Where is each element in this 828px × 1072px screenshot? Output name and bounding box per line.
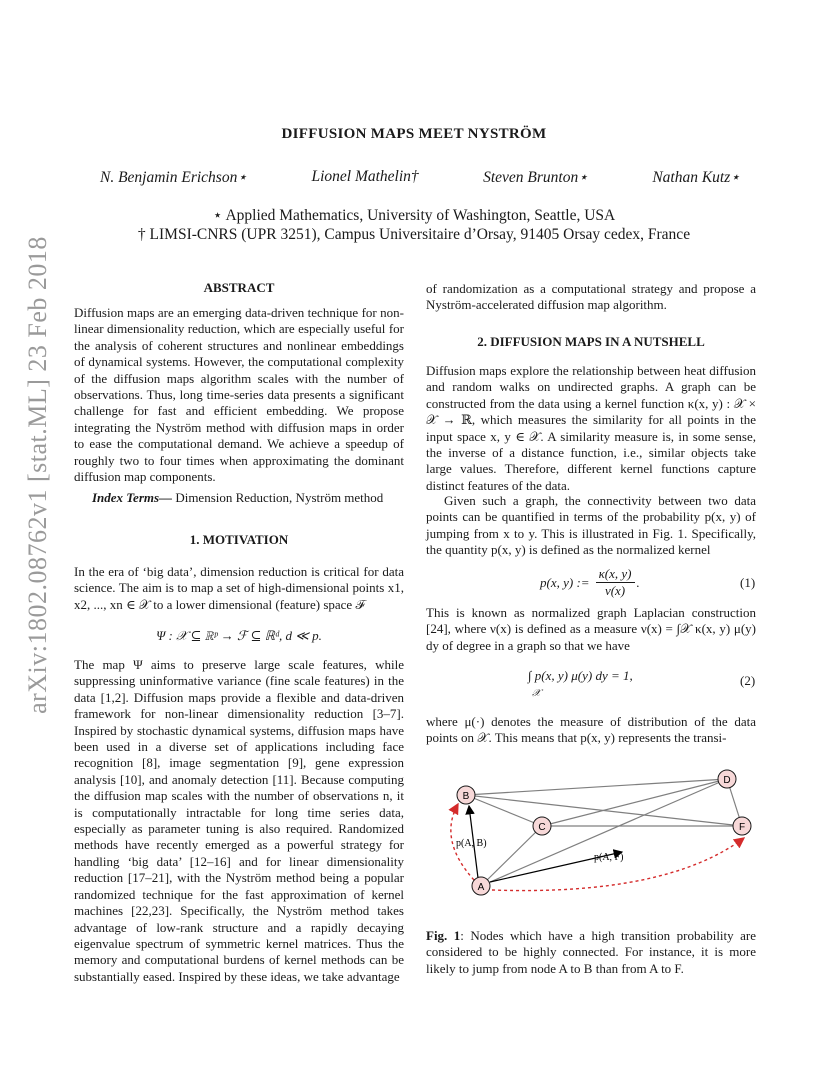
index-terms <box>74 490 404 506</box>
section1-heading: 1. MOTIVATION <box>189 532 289 547</box>
section1-text1: In the era of ‘big data’, dimension reduction is critical for data science. The aim is to map a set of high-dimensional points x1, x2, ..., xn ∈ 𝒳 to a lower dimensional (feature) space ℱ <box>74 564 404 612</box>
section2-text3: This is known as normalized graph Laplacian construction [24], where ν(x) is defined as a measure ν(x) = ∫𝒳 κ(x, y) μ(y) dy of degree in a graph so that we have <box>426 605 756 653</box>
section2-heading: 2. DIFFUSION MAPS IN A NUTSHELL <box>477 334 705 349</box>
eq1-denominator: ν(x) <box>604 583 626 598</box>
paper-title: DIFFUSION MAPS MEET NYSTRÖM <box>281 126 547 142</box>
abstract-body <box>74 305 404 485</box>
author-2: Lionel Mathelin† <box>311 168 419 185</box>
right-para0 <box>426 281 756 314</box>
eq1-numerator: κ(x, y) <box>596 566 635 583</box>
equation-2 <box>528 668 633 699</box>
equation-1: p(x, y) := $\frac{\kappa(x, y)}{\nu(x)}$ . <box>540 566 640 598</box>
author-3: Steven Brunton⋆ <box>483 169 588 186</box>
figure1-caption-label: Fig. 1 <box>426 928 461 943</box>
edge-a-d <box>481 779 727 886</box>
eq2-body: ∫ p(x, y) μ(y) dy = 1, <box>528 668 633 683</box>
graph-edges <box>466 779 742 886</box>
section2-para4 <box>426 714 756 747</box>
section2-text2: Given such a graph, the connectivity between two data points can be quantified in terms of the probability p(x, y) of jumping from x to y. This is illustrated in Fig. 1. Specifically, the quantity p(x, y) is defined as the normalized kernel <box>426 493 756 558</box>
section1-para1 <box>74 564 404 613</box>
edge-b-d <box>466 779 727 795</box>
figure1-graph <box>426 760 766 910</box>
section2-text1: Diffusion maps explore the relationship between heat diffusion and random walks on undirected graphs. A graph can be constructed from the data using a kernel function κ(x, y) : 𝒳 × 𝒳 → ℝ, which measures the similarity for all points in the input space x, y ∈ 𝒳. A similarity measure is, in some sense, the inverse of a distance function, i.e., similar objects take large values. Therefore, different kernel functions capture distinct features of the data. <box>426 363 756 493</box>
eq1-number: (1) <box>740 575 756 590</box>
author-4: Nathan Kutz⋆ <box>652 169 740 186</box>
eq2-number: (2) <box>740 673 756 688</box>
arxiv-id-label: arXiv:1802.08762v1 [stat.ML] 23 Feb 2018 <box>23 236 52 714</box>
section1-para2 <box>74 657 404 985</box>
section2-para1 <box>426 363 756 494</box>
eq1-lhs: p(x, y) := <box>540 574 590 590</box>
arxiv-sidebar <box>8 236 68 714</box>
figure1-caption-text: : Nodes which have a high transition probability are considered to be highly connected. For instance, it is more likely to jump from node A to B than from A to F. <box>426 928 756 976</box>
figure1-caption <box>426 928 756 977</box>
index-terms-label: Index Terms— <box>92 490 173 505</box>
affiliation-1: ⋆ Applied Mathematics, University of Washington, Seattle, USA <box>212 207 616 224</box>
author-list <box>100 168 740 187</box>
eq2-subscript: 𝒳 <box>532 688 541 699</box>
affiliation-2: † LIMSI-CNRS (UPR 3251), Campus Universitaire d’Orsay, 91405 Orsay cedex, France <box>137 226 691 243</box>
equation-psi: Ψ : 𝒳 ⊆ ℝᵖ → ℱ ⊆ ℝᵈ, d ≪ p. <box>156 628 322 643</box>
edge-label-ab: p(A, B) <box>456 838 487 849</box>
abstract-text: Diffusion maps are an emerging data-driven technique for non-linear dimensionality reduction, which are especially useful for the analysis of coherent structures and nonlinear embeddings of dynamical systems. However, the computational complexity of the diffusion maps algorithm scales with the number of observations. Thus, long time-series data presents a significant challenge for fast and efficient embedding. We propose integrating the Nyström method with diffusion maps in order to ease the computational demand. We achieve a speedup of roughly two to four times when approximating the dominant diffusion map components. <box>74 305 404 485</box>
section2-para3 <box>426 605 756 654</box>
section1-text2: The map Ψ aims to preserve large scale features, while suppressing uninformative variance (fine scale features) in the data [1,2]. Diffusion maps provide a flexible and data-driven framework for non-linear dimensionality reduction [3–7]. Inspired by stochastic dynamical systems, diffusion maps have been used in a diverse set of applications including face recognition [8], image segmentation [9], gene expression analysis [10], and anomaly detection [11]. Because computing the diffusion map scales with the number of observations n, it is computationally intractable for long time series data, especially as parameter tuning is also required. Randomized methods have recently emerged as a powerful strategy for handling ‘big data’ [12–16] and for linear dimensionality reduction [17–21], with the Nyström method being a popular randomized technique for the fast approximation of kernel machines [22,23]. Specifically, the Nyström method takes advantage of low-rank structure and a rapidly decaying eigenvalue spectrum of symmetric kernel matrices. Thus the memory and computational burdens of kernel methods can be substantially eased. Inspired by these ideas, we take advantage <box>74 657 404 984</box>
node-a-label: A <box>477 882 485 893</box>
index-terms-text: Dimension Reduction, Nyström method <box>175 490 384 505</box>
section2-para2 <box>426 493 756 559</box>
edge-label-af: p(A, F) <box>594 852 624 863</box>
node-f-label: F <box>738 822 746 833</box>
right-text0: of randomization as a computational strategy and propose a Nyström-accelerated diffusion map algorithm. <box>426 281 756 313</box>
section2-text4: where μ(·) denotes the measure of distribution of the data points on 𝒳. This means that p(x, y) represents the transi- <box>426 714 756 746</box>
author-1: N. Benjamin Erichson⋆ <box>100 169 248 186</box>
node-b-label: B <box>462 791 470 802</box>
abstract-heading: ABSTRACT <box>203 280 275 295</box>
node-c-label: C <box>538 822 546 833</box>
eq1-fraction <box>596 566 635 599</box>
node-d-label: D <box>723 775 731 786</box>
